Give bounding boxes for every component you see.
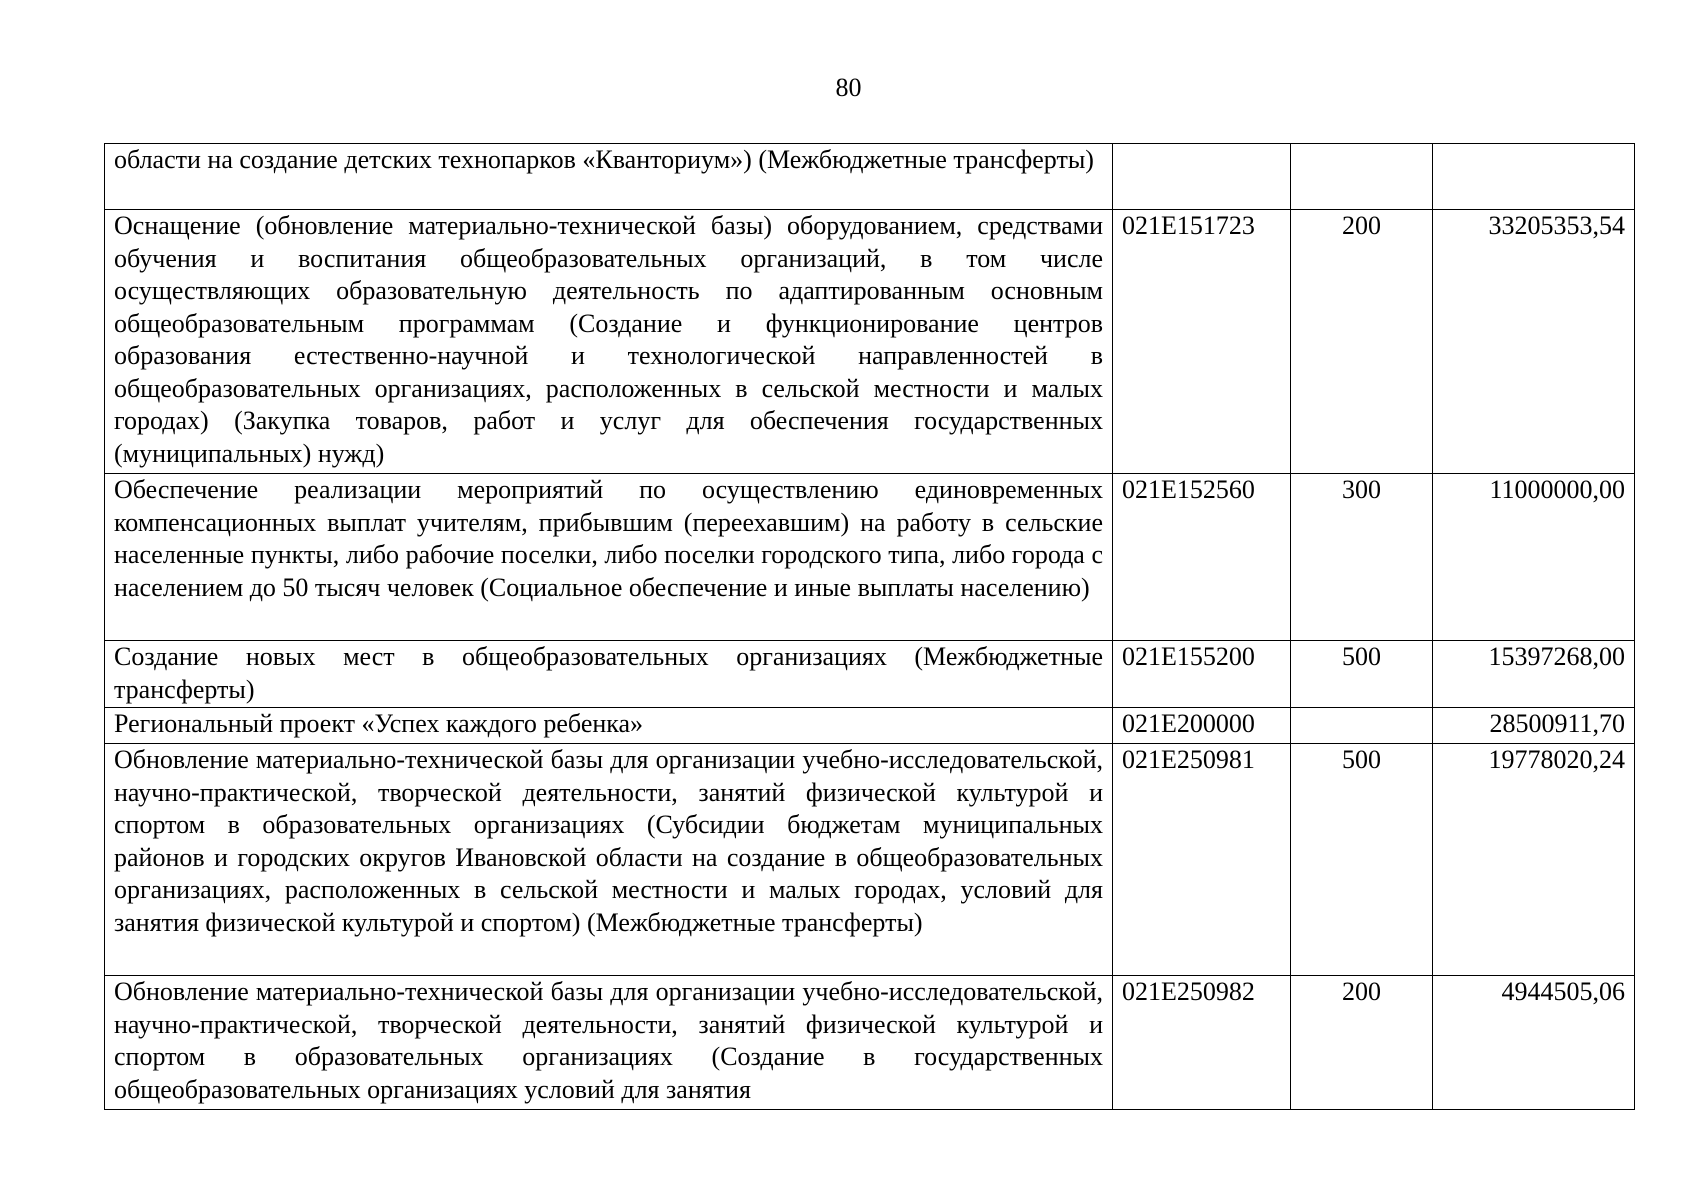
table-row: [105, 708, 1635, 744]
target-code-cell: 021Е250982: [1113, 976, 1291, 1110]
expense-type-cell: 500: [1291, 641, 1433, 708]
budget-table: [104, 143, 1635, 1110]
amount-cell: 19778020,24: [1433, 744, 1635, 976]
page-number: 80: [835, 73, 862, 102]
amount-cell: 4944505,06: [1433, 976, 1635, 1110]
amount-cell: [1433, 144, 1635, 210]
item-name-cell: Региональный проект «Успех каждого ребенка»: [105, 708, 1113, 744]
amount-cell: 28500911,70: [1433, 708, 1635, 744]
target-code-cell: 021Е151723: [1113, 210, 1291, 474]
item-name-cell: Создание новых мест в общеобразовательных организациях (Межбюджетные трансферты): [105, 641, 1113, 708]
table-row: [105, 976, 1635, 1110]
item-name-cell: Оснащение (обновление материально-технической базы) оборудованием, средствами обучения и воспитания общеобразовательных организаций, в том числе осуществляющих образовательную деятельность по адаптированным основным общеобразовательным программам (Создание и функционирование центров образования естественно-научной и технологической направленностей в общеобразовательных организациях, расположенных в сельской местности и малых городах) (Закупка товаров, работ и услуг для обеспечения государственных (муниципальных) нужд): [105, 210, 1113, 474]
expense-type-cell: 200: [1291, 210, 1433, 474]
table-row: [105, 144, 1635, 210]
item-name-cell: Обновление материально-технической базы для организации учебно-исследовательской, научно-практической, творческой деятельности, занятий физической культурой и спортом в образовательных организациях (Создание в государственных общеобразовательных организациях условий для занятия: [105, 976, 1113, 1110]
target-code-cell: 021Е200000: [1113, 708, 1291, 744]
amount-cell: 33205353,54: [1433, 210, 1635, 474]
table-row: [105, 744, 1635, 976]
item-name-cell: Обеспечение реализации мероприятий по осуществлению единовременных компенсационных выплат учителям, прибывшим (переехавшим) на работу в сельские населенные пункты, либо рабочие поселки, либо поселки городского типа, либо города с населением до 50 тысяч человек (Социальное обеспечение и иные выплаты населению): [105, 474, 1113, 641]
expense-type-cell: 500: [1291, 744, 1433, 976]
expense-type-cell: [1291, 144, 1433, 210]
table-row: [105, 641, 1635, 708]
amount-cell: 15397268,00: [1433, 641, 1635, 708]
target-code-cell: 021Е250981: [1113, 744, 1291, 976]
target-code-cell: 021Е155200: [1113, 641, 1291, 708]
expense-type-cell: [1291, 708, 1433, 744]
expense-type-cell: 200: [1291, 976, 1433, 1110]
item-name-cell: области на создание детских технопарков «Кванториум») (Межбюджетные трансферты): [105, 144, 1113, 210]
target-code-cell: 021Е152560: [1113, 474, 1291, 641]
table-row: [105, 210, 1635, 474]
item-name-cell: Обновление материально-технической базы для организации учебно-исследовательской, научно-практической, творческой деятельности, занятий физической культурой и спортом в образовательных организациях (Субсидии бюджетам муниципальных районов и городских округов Ивановской области на создание в общеобразовательных организациях, расположенных в сельской местности и малых городах, условий для занятия физической культурой и спортом) (Межбюджетные трансферты): [105, 744, 1113, 976]
target-code-cell: [1113, 144, 1291, 210]
expense-type-cell: 300: [1291, 474, 1433, 641]
table-row: [105, 474, 1635, 641]
amount-cell: 11000000,00: [1433, 474, 1635, 641]
